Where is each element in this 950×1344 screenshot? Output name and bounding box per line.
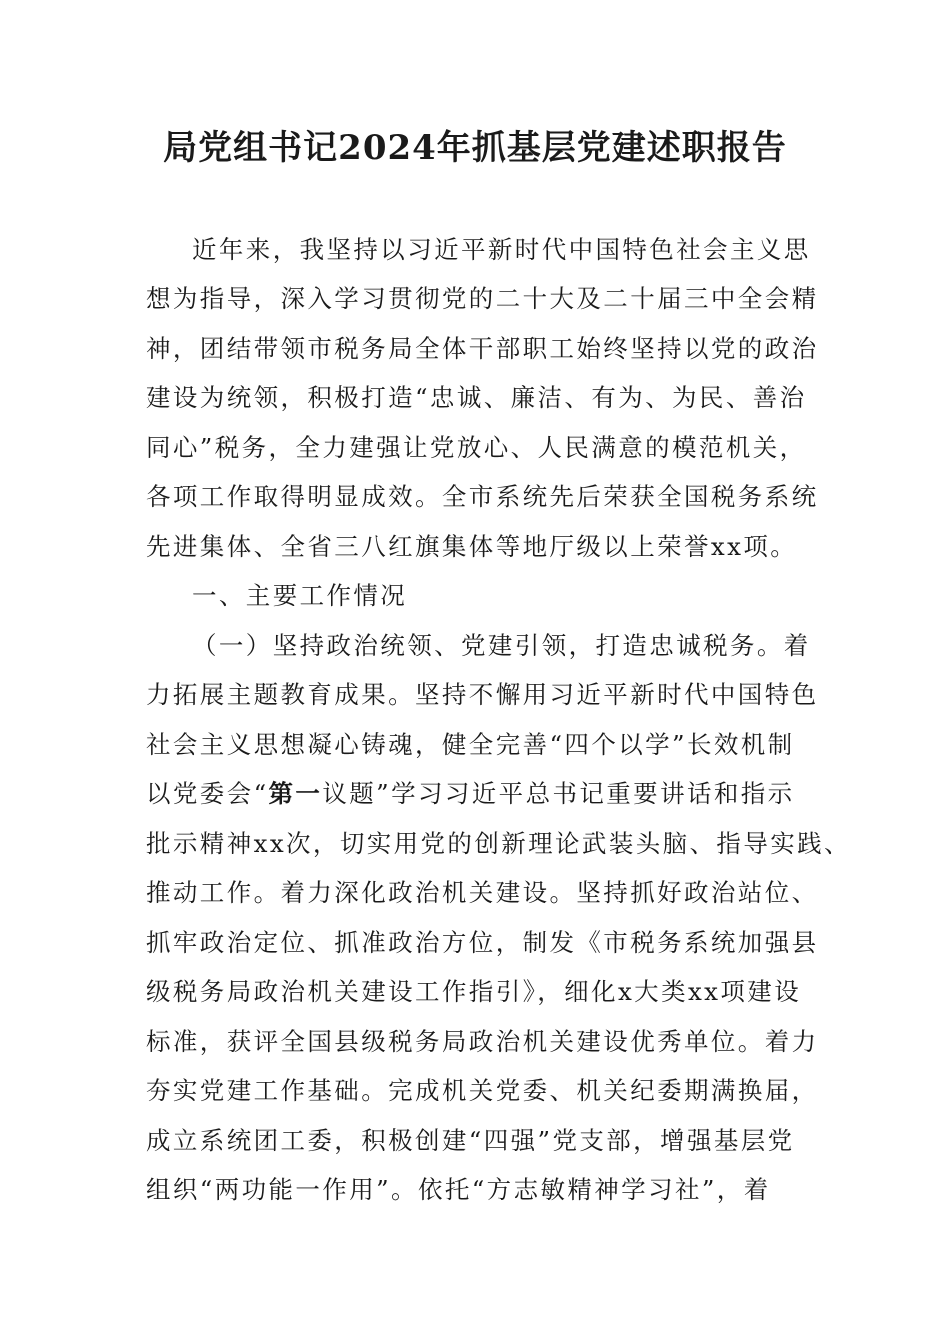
paragraph-line: 推动工作。着力深化政治机关建设。坚持抓好政治站位、 [146, 878, 819, 907]
bold-phrase: 第一 [268, 779, 323, 808]
paragraph-line: 级税务局政治机关建设工作指引》，细化x大类xx项建设 [146, 977, 802, 1006]
paragraph-line: 近年来，我坚持以习近平新时代中国特色社会主义思 [192, 235, 811, 264]
paragraph-line: 抓牢政治定位、抓准政治方位，制发《市税务系统加强县 [146, 928, 819, 957]
paragraph-line: 夯实党建工作基础。完成机关党委、机关纪委期满换届， [146, 1076, 819, 1105]
paragraph-line: 建设为统领，积极打造“忠诚、廉洁、有为、为民、善治 [146, 383, 807, 412]
paragraph-line: 标准，获评全国县级税务局政治机关建设优秀单位。着力 [146, 1027, 819, 1056]
line-prefix: 以党委会“ [146, 779, 269, 808]
paragraph-line: 同心”税务，全力建强让党放心、人民满意的模范机关， [146, 433, 807, 462]
paragraph-line: 组织“两功能一作用”。依托“方志敏精神学习社”，着 [146, 1175, 771, 1204]
paragraph-line: 社会主义思想凝心铸魂，健全完善“四个以学”长效机制 [146, 730, 795, 759]
paragraph-line: 力拓展主题教育成果。坚持不懈用习近平新时代中国特色 [146, 680, 819, 709]
paragraph-line: 批示精神xx次，切实用党的创新理论武装头脑、指导实践、 [146, 829, 851, 858]
paragraph-line: 各项工作取得明显成效。全市系统先后荣获全国税务系统 [146, 482, 819, 511]
document-title: 局党组书记2024年抓基层党建述职报告 [163, 128, 787, 168]
paragraph-line: 成立系统团工委，积极创建“四强”党支部，增强基层党 [146, 1126, 795, 1155]
paragraph-line [146, 776, 795, 812]
paragraph-line: （一）坚持政治统领、党建引领，打造忠诚税务。着 [192, 631, 811, 660]
paragraph-line: 想为指导，深入学习贯彻党的二十大及二十届三中全会精 [146, 284, 819, 313]
paragraph-line: 神，团结带领市税务局全体干部职工始终坚持以党的政治 [146, 334, 819, 363]
paragraph-line: 先进集体、全省三八红旗集体等地厅级以上荣誉xx项。 [146, 532, 798, 561]
section-heading: 一、主要工作情况 [192, 581, 408, 610]
line-suffix: 议题”学习习近平总书记重要讲话和指示 [322, 779, 795, 808]
